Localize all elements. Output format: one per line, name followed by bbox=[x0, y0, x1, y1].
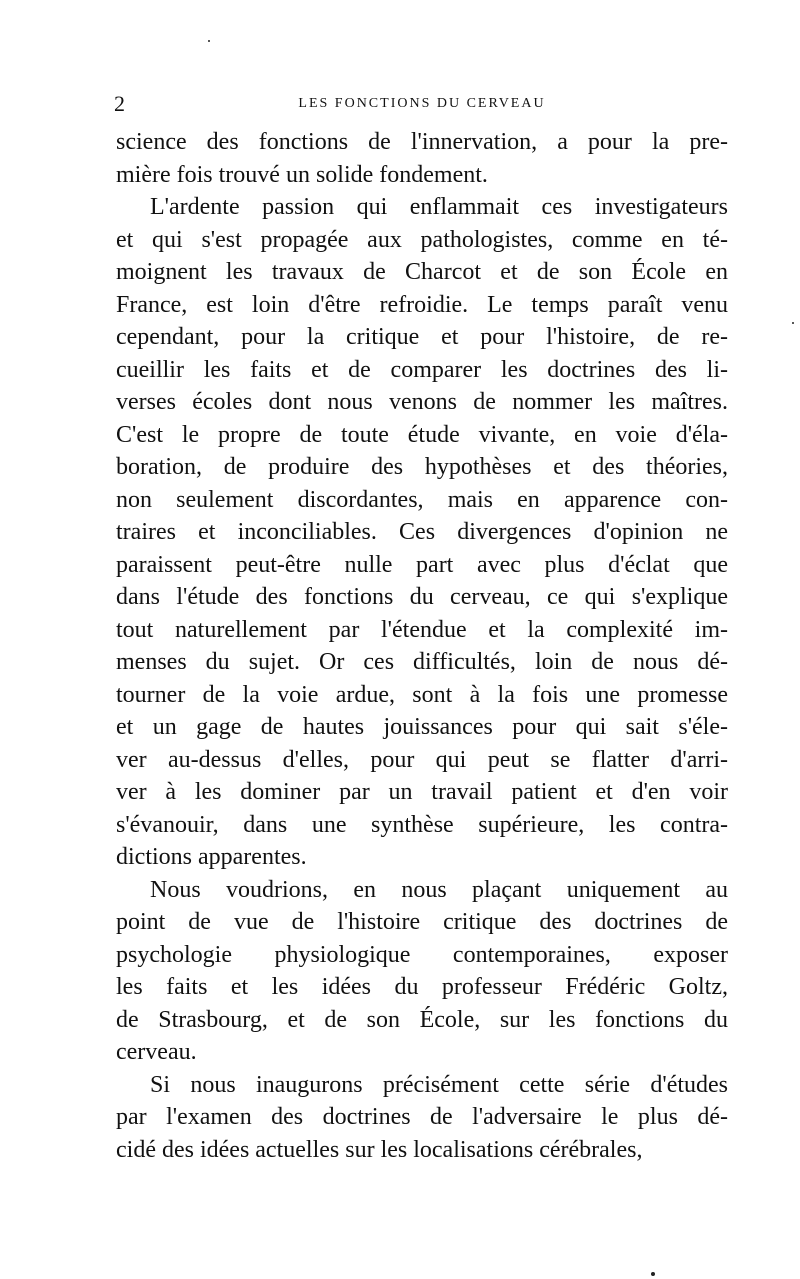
text-line: C'est le propre de toute étude vivante, en voie d'éla- bbox=[116, 421, 728, 448]
speck-top bbox=[208, 40, 210, 42]
text-line: verses écoles dont nous venons de nommer les maîtres. bbox=[116, 389, 728, 415]
page-header bbox=[114, 92, 730, 116]
text-line: et qui s'est propagée aux pathologistes, comme en té- bbox=[116, 226, 728, 253]
text-line: tout naturellement par l'étendue et la complexité im- bbox=[116, 616, 728, 643]
text-line: menses du sujet. Or ces difficultés, loin de nous dé- bbox=[116, 649, 728, 675]
text-line: ver à les dominer par un travail patient et d'en voir bbox=[116, 779, 728, 805]
text-line: de Strasbourg, et de son École, sur les fonctions du bbox=[116, 1006, 728, 1033]
text-line: cependant, pour la critique et pour l'histoire, de re- bbox=[116, 324, 728, 350]
text-line: tourner de la voie ardue, sont à la fois une promesse bbox=[116, 681, 728, 708]
text-line: et un gage de hautes jouissances pour qui sait s'éle- bbox=[116, 714, 728, 740]
text-line: cerveau. bbox=[116, 1039, 197, 1065]
page-number: 2 bbox=[114, 91, 125, 116]
paragraph bbox=[116, 191, 728, 874]
text-line: science des fonctions de l'innervation, a pour la pre- bbox=[116, 129, 728, 155]
text-line: Si nous inaugurons précisément cette série d'études bbox=[150, 1071, 728, 1098]
text-line: boration, de produire des hypothèses et des théories, bbox=[116, 454, 728, 480]
text-line: dans l'étude des fonctions du cerveau, ce qui s'explique bbox=[116, 584, 728, 610]
paragraph bbox=[116, 874, 728, 1069]
text-line: moignent les travaux de Charcot et de son École en bbox=[116, 259, 728, 285]
text-line: psychologie physiologique contemporaines, exposer bbox=[116, 941, 728, 968]
text-line: point de vue de l'histoire critique des doctrines de bbox=[116, 909, 728, 935]
text-line: par l'examen des doctrines de l'adversaire le plus dé- bbox=[116, 1104, 728, 1130]
paragraph bbox=[116, 1069, 728, 1167]
text-line: non seulement discordantes, mais en apparence con- bbox=[116, 486, 728, 513]
text-line: L'ardente passion qui enflammait ces investigateurs bbox=[150, 194, 728, 220]
text-line: cueillir les faits et de comparer les doctrines des li- bbox=[116, 356, 728, 383]
text-line: cidé des idées actuelles sur les localisations cérébrales, bbox=[116, 1136, 643, 1163]
text-line: paraissent peut-être nulle part avec plus d'éclat que bbox=[116, 551, 728, 578]
body-text bbox=[116, 126, 728, 1166]
text-line: France, est loin d'être refroidie. Le temps paraît venu bbox=[116, 291, 728, 318]
speck-bottom bbox=[651, 1272, 655, 1276]
paragraph bbox=[116, 126, 728, 191]
text-line: les faits et les idées du professeur Frédéric Goltz, bbox=[116, 974, 728, 1000]
text-line: mière fois trouvé un solide fondement. bbox=[116, 161, 488, 188]
text-line: ver au-dessus d'elles, pour qui peut se flatter d'arri- bbox=[116, 746, 728, 773]
text-line: s'évanouir, dans une synthèse supérieure, les contra- bbox=[116, 811, 728, 838]
text-line: traires et inconciliables. Ces divergences d'opinion ne bbox=[116, 519, 728, 545]
text-line: dictions apparentes. bbox=[116, 844, 307, 870]
text-line: Nous voudrions, en nous plaçant uniquement au bbox=[150, 876, 728, 903]
speck-right bbox=[792, 322, 794, 324]
running-title: LES FONCTIONS DU CERVEAU bbox=[298, 96, 546, 111]
